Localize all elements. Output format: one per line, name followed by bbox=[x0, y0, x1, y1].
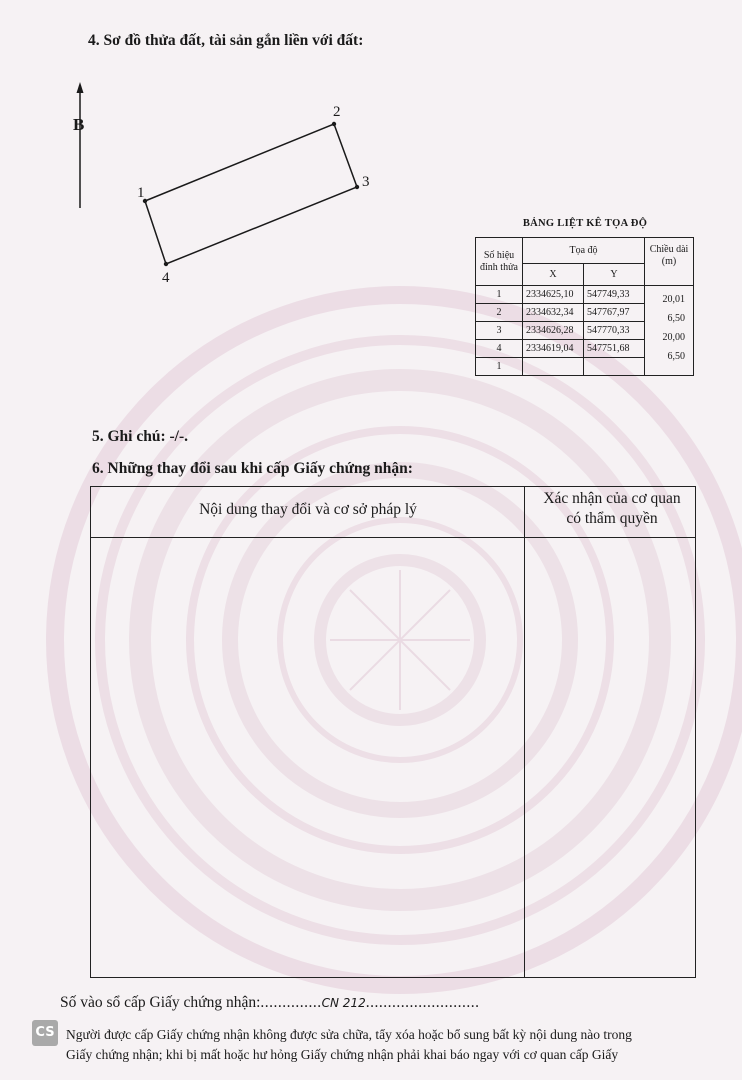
changes-content-column bbox=[91, 487, 525, 977]
coord-table-title: BẢNG LIỆT KÊ TỌA ĐỘ bbox=[522, 218, 648, 229]
registry-number-line bbox=[60, 994, 479, 1012]
registry-label: Số vào sổ cấp Giấy chứng nhận: bbox=[60, 994, 261, 1011]
col-point-header bbox=[476, 238, 523, 286]
registry-dots-after: .......................... bbox=[365, 994, 480, 1011]
changes-header-divider bbox=[91, 537, 695, 538]
section-6-heading: 6. Những thay đổi sau khi cấp Giấy chứng nhận: bbox=[92, 460, 413, 477]
row-point: 4 bbox=[476, 340, 523, 358]
vertex-label-4: 4 bbox=[162, 270, 170, 286]
confirmation-header-line1: Xác nhận của cơ quan bbox=[543, 490, 681, 507]
camscanner-logo: CS bbox=[32, 1020, 58, 1046]
changes-table bbox=[90, 486, 696, 978]
vertex-2-dot bbox=[332, 122, 336, 126]
vertex-label-2: 2 bbox=[333, 104, 341, 120]
row-point: 3 bbox=[476, 322, 523, 340]
col-length-header-line2: (m) bbox=[661, 256, 677, 267]
col-coord-header: Tọa độ bbox=[523, 238, 645, 264]
col-x-header: X bbox=[523, 264, 584, 286]
length-1-2: 20,01 bbox=[662, 294, 685, 305]
row-x bbox=[523, 358, 584, 376]
vertex-4-dot bbox=[164, 262, 168, 266]
row-x: 2334625,10 bbox=[523, 286, 584, 304]
col-length-header-line1: Chiều dài bbox=[649, 244, 689, 255]
changes-confirmation-header bbox=[527, 489, 697, 529]
length-3-4: 20,00 bbox=[662, 332, 685, 343]
section-5-heading: 5. Ghi chú: -/-. bbox=[92, 428, 189, 445]
plot-outline bbox=[145, 124, 357, 264]
registry-dots-before: .............. bbox=[260, 994, 322, 1011]
row-x: 2334632,34 bbox=[523, 304, 584, 322]
row-point: 1 bbox=[476, 286, 523, 304]
col-point-header-line1: Số hiệu bbox=[483, 249, 515, 261]
col-point-header-line2: đỉnh thửa bbox=[480, 261, 518, 273]
row-y: 547767,97 bbox=[584, 304, 645, 322]
confirmation-header-line2: có thẩm quyền bbox=[566, 510, 658, 527]
length-column bbox=[645, 286, 694, 376]
row-x: 2334619,04 bbox=[523, 340, 584, 358]
changes-content-header: Nội dung thay đổi và cơ sở pháp lý bbox=[199, 501, 417, 518]
row-point: 2 bbox=[476, 304, 523, 322]
footer-note-line1: Người được cấp Giấy chứng nhận không được sửa chữa, tẩy xóa hoặc bổ sung bất kỳ nội dung nào trong bbox=[66, 1027, 632, 1042]
vertex-label-1: 1 bbox=[137, 185, 145, 201]
section-4-heading: 4. Sơ đồ thửa đất, tài sản gắn liền với đất: bbox=[88, 32, 364, 49]
row-y: 547770,33 bbox=[584, 322, 645, 340]
col-y-header: Y bbox=[584, 264, 645, 286]
vertex-3-dot bbox=[355, 185, 359, 189]
row-y: 547749,33 bbox=[584, 286, 645, 304]
length-2-3: 6,50 bbox=[667, 313, 685, 324]
coordinate-table bbox=[475, 237, 694, 376]
north-label: B bbox=[73, 115, 85, 134]
vertex-label-3: 3 bbox=[362, 174, 370, 190]
row-point: 1 bbox=[476, 358, 523, 376]
col-length-header bbox=[645, 238, 694, 286]
row-y: 547751,68 bbox=[584, 340, 645, 358]
row-y bbox=[584, 358, 645, 376]
row-x: 2334626,28 bbox=[523, 322, 584, 340]
footer-note-line2: Giấy chứng nhận; khi bị mất hoặc hư hỏng Giấy chứng nhận phải khai báo ngay với cơ quan cấp Giấy bbox=[66, 1047, 619, 1062]
registry-number-handwritten: CN 212 bbox=[321, 996, 366, 1010]
length-4-1: 6,50 bbox=[667, 351, 685, 362]
north-arrow-head bbox=[77, 82, 84, 93]
